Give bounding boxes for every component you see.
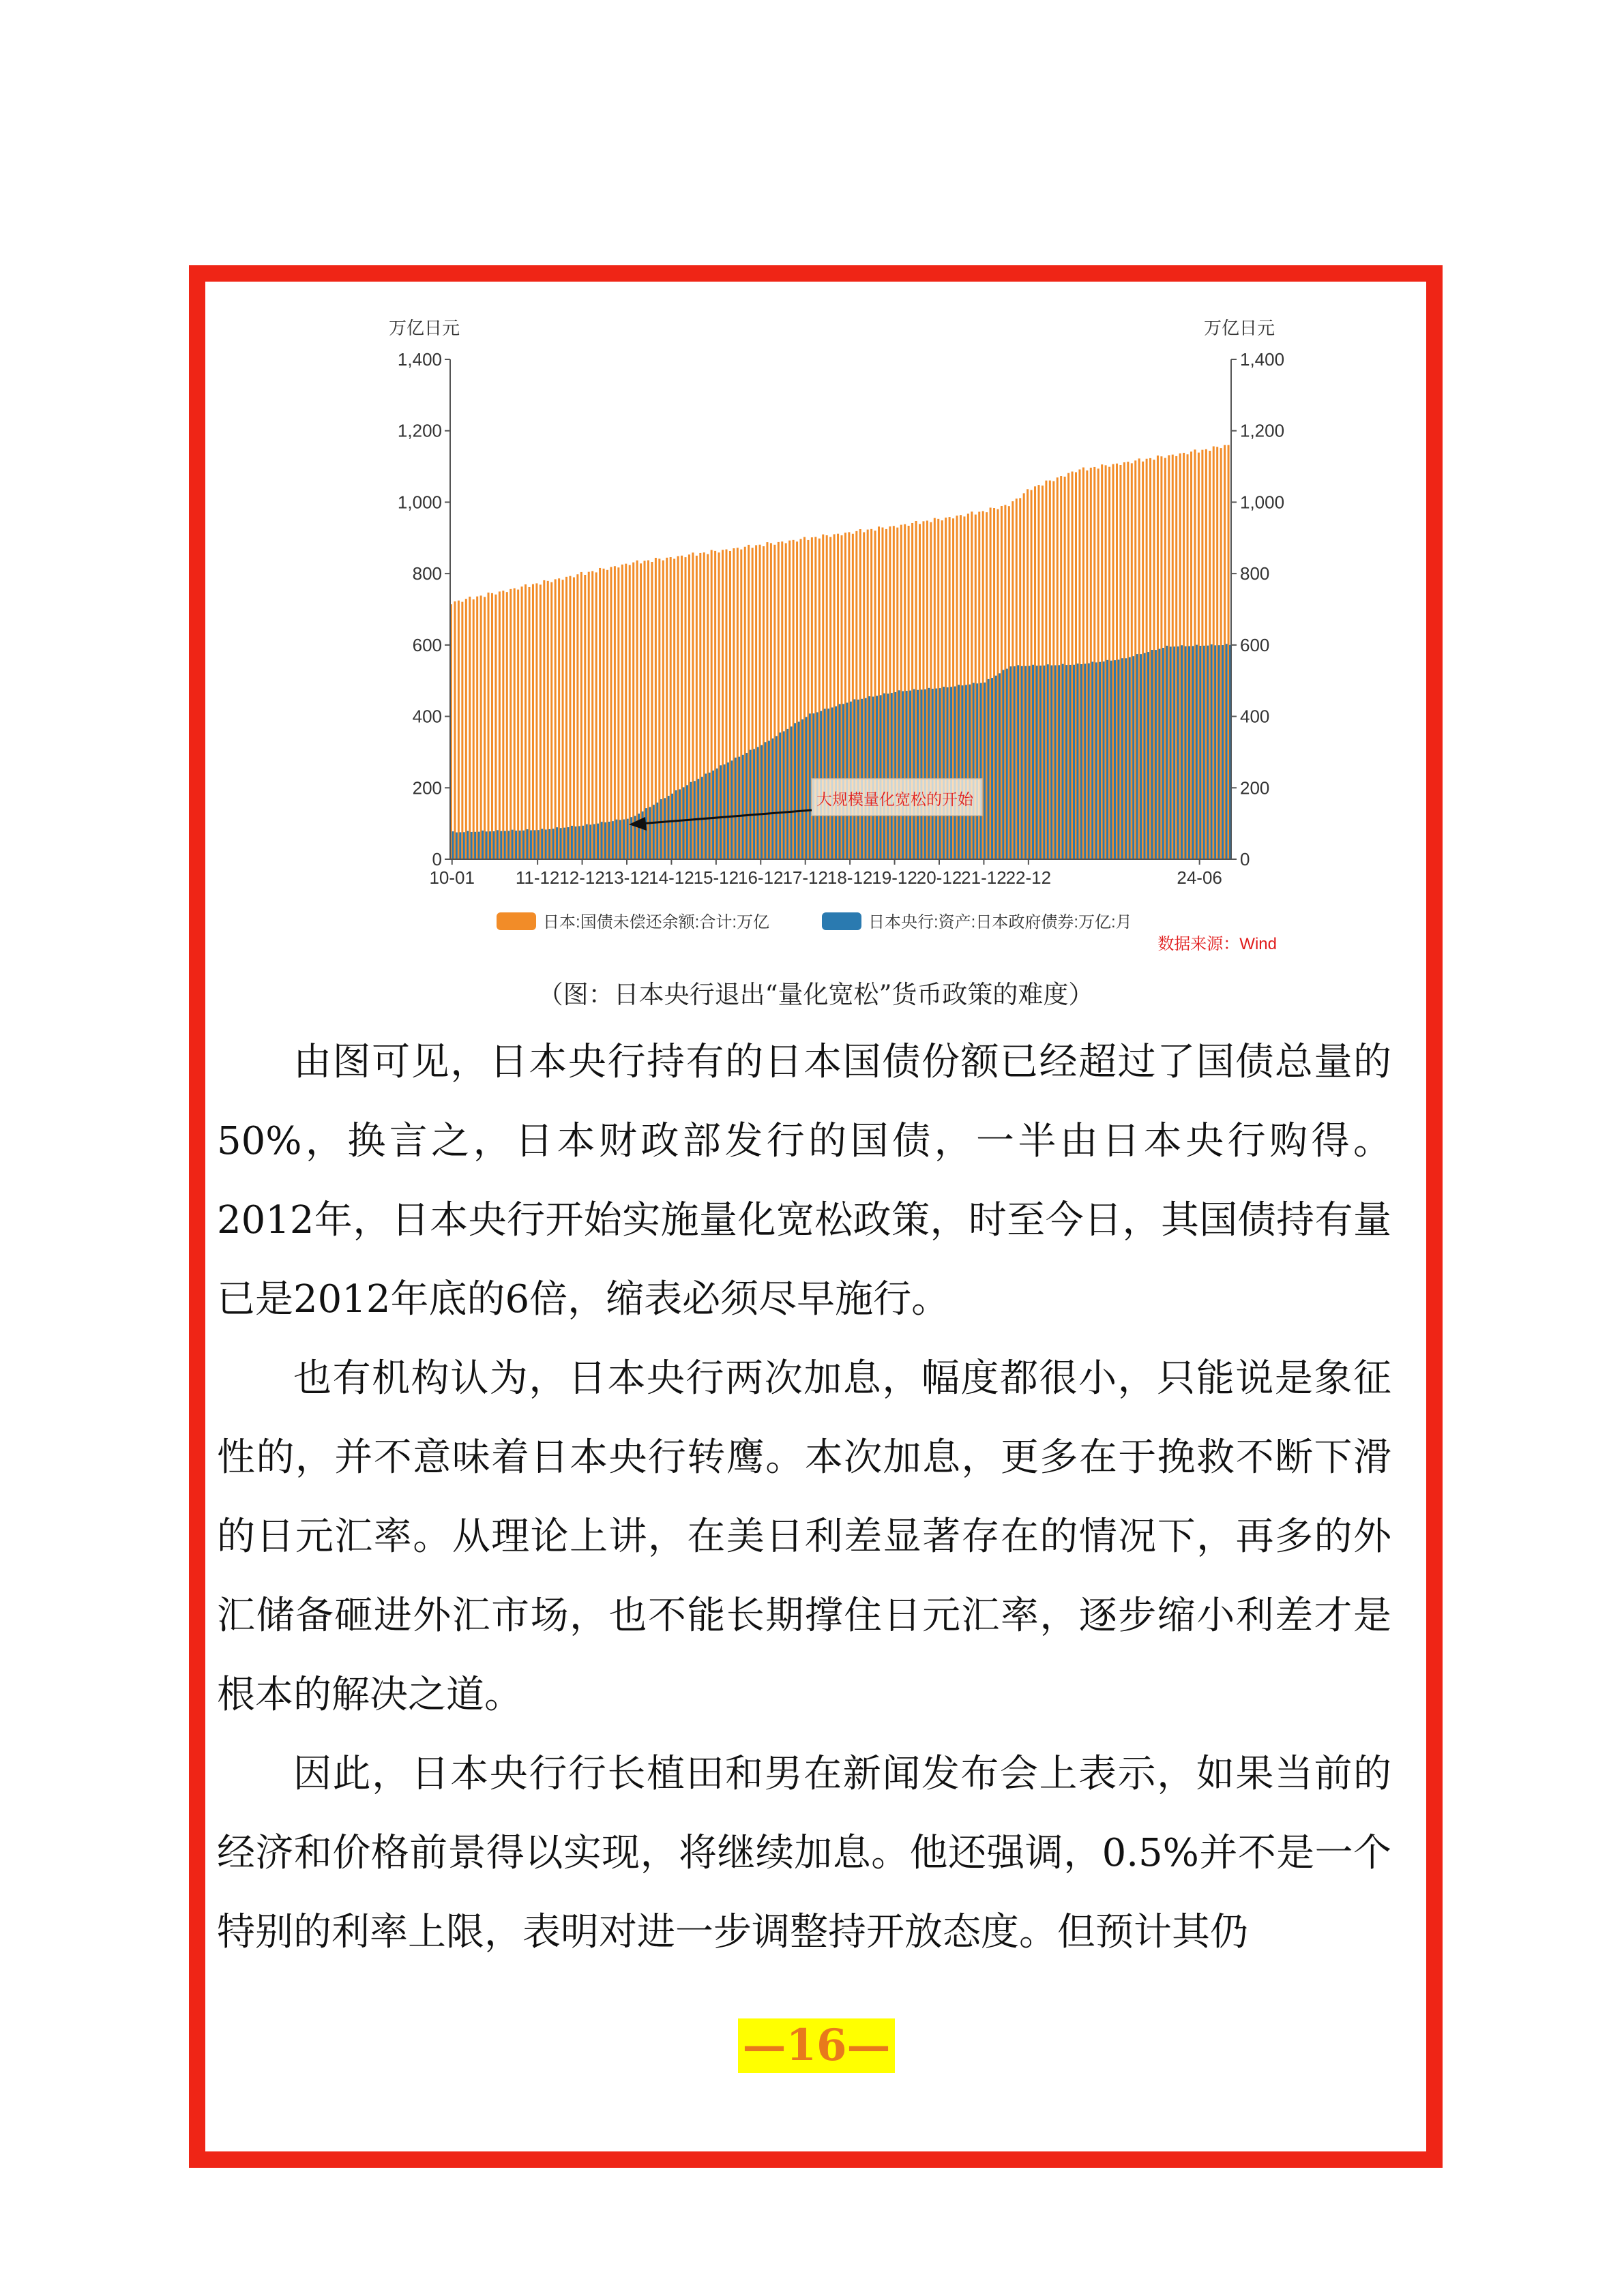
bar-outstanding: [621, 565, 623, 859]
bar-boj-holdings: [660, 799, 662, 859]
bar-boj-holdings: [560, 828, 562, 859]
bar-boj-holdings: [1173, 646, 1175, 859]
bar-outstanding: [517, 590, 519, 859]
bar-boj-holdings: [913, 689, 915, 859]
y-tick-label: 400: [1240, 706, 1270, 727]
bar-boj-holdings: [1065, 665, 1067, 859]
bar-boj-holdings: [586, 824, 588, 859]
x-tick-label: 21-12: [961, 867, 1007, 888]
bar-boj-holdings: [615, 820, 617, 859]
bar-boj-holdings: [742, 755, 744, 859]
bar-boj-holdings: [1006, 669, 1008, 859]
bar-boj-holdings: [1125, 658, 1127, 859]
bar-boj-holdings: [906, 691, 908, 859]
bar-boj-holdings: [1132, 656, 1134, 859]
bar-boj-holdings: [961, 685, 963, 859]
bar-boj-holdings: [1047, 664, 1049, 859]
y-tick-label: 1,000: [1240, 492, 1285, 513]
bar-boj-holdings: [935, 689, 937, 859]
bar-boj-holdings: [1129, 657, 1131, 859]
bar-boj-holdings: [879, 695, 881, 859]
bar-outstanding: [565, 577, 567, 859]
bar-boj-holdings: [1106, 660, 1108, 859]
bar-boj-holdings: [519, 831, 521, 859]
bar-boj-holdings: [452, 831, 454, 859]
x-tick-label: 20-12: [916, 867, 962, 888]
bar-boj-holdings: [1199, 646, 1201, 859]
bar-boj-holdings: [868, 696, 870, 859]
bar-boj-holdings: [917, 690, 919, 859]
bar-boj-holdings: [578, 826, 580, 859]
y-tick-label: 800: [1240, 563, 1270, 584]
bar-boj-holdings: [574, 826, 576, 859]
x-tick-label: 19-12: [872, 867, 917, 888]
bar-outstanding: [535, 583, 537, 859]
bar-boj-holdings: [612, 821, 614, 859]
bar-boj-holdings: [712, 771, 714, 859]
bar-outstanding: [529, 587, 531, 859]
bar-boj-holdings: [1144, 653, 1146, 859]
bar-boj-holdings: [537, 830, 540, 859]
bar-boj-holdings: [1203, 646, 1205, 859]
bar-boj-holdings: [593, 824, 595, 859]
bar-boj-holdings: [1155, 650, 1157, 859]
bar-outstanding: [540, 584, 542, 859]
bar-boj-holdings: [1196, 645, 1198, 859]
y-tick-label: 600: [1240, 634, 1270, 655]
bar-boj-holdings: [589, 824, 591, 859]
bar-boj-holdings: [1192, 646, 1194, 859]
bar-boj-holdings: [753, 749, 755, 859]
y-tick-label: 0: [432, 849, 442, 869]
bar-boj-holdings: [467, 831, 469, 859]
bar-boj-holdings: [530, 831, 532, 859]
bond-chart: [382, 314, 1296, 968]
x-tick-label: 16-12: [738, 867, 784, 888]
bar-boj-holdings: [1158, 649, 1160, 859]
legend-swatch-outstanding: [497, 912, 536, 930]
bar-boj-holdings: [709, 773, 711, 859]
bar-outstanding: [473, 599, 475, 859]
bar-boj-holdings: [1151, 650, 1153, 859]
bar-outstanding: [558, 578, 560, 859]
bar-outstanding: [573, 578, 575, 859]
x-tick-label: 14-12: [649, 867, 694, 888]
bar-outstanding: [543, 580, 545, 859]
bar-boj-holdings: [623, 820, 625, 859]
bar-boj-holdings: [798, 721, 800, 859]
y-tick-label: 1,200: [397, 420, 442, 441]
bar-boj-holdings: [883, 694, 885, 859]
bar-boj-holdings: [1009, 666, 1012, 859]
bar-boj-holdings: [761, 745, 763, 859]
bar-boj-holdings: [556, 827, 558, 859]
bar-boj-holdings: [771, 739, 773, 859]
y-tick-label: 1,400: [1240, 349, 1285, 370]
bar-boj-holdings: [735, 758, 737, 859]
bar-boj-holdings: [1017, 665, 1019, 859]
bar-boj-holdings: [1043, 666, 1045, 859]
bar-boj-holdings: [601, 822, 603, 859]
bar-boj-holdings: [492, 831, 494, 859]
bar-boj-holdings: [541, 829, 543, 860]
bar-boj-holdings: [801, 719, 803, 859]
bar-boj-holdings: [683, 787, 685, 859]
bar-boj-holdings: [512, 830, 514, 859]
legend-swatch-boj: [822, 912, 861, 930]
bar-boj-holdings: [791, 726, 793, 859]
bar-boj-holdings: [920, 689, 922, 859]
bar-boj-holdings: [545, 830, 547, 860]
bar-boj-holdings: [1214, 645, 1216, 859]
bar-outstanding: [502, 591, 504, 859]
bar-boj-holdings: [894, 692, 896, 859]
bar-boj-holdings: [872, 697, 874, 859]
bar-outstanding: [588, 572, 590, 859]
bar-outstanding: [465, 599, 467, 859]
bar-boj-holdings: [720, 765, 722, 859]
right-axis-label: 万亿日元: [1204, 318, 1275, 338]
bar-outstanding: [469, 597, 471, 859]
bar-boj-holdings: [548, 829, 550, 859]
bar-boj-holdings: [1088, 664, 1090, 859]
bar-boj-holdings: [1091, 661, 1093, 859]
bar-boj-holdings: [1181, 645, 1183, 859]
bar-boj-holdings: [1024, 666, 1027, 859]
x-tick-labels: [429, 859, 1222, 888]
bar-boj-holdings: [664, 798, 666, 859]
bar-boj-holdings: [597, 824, 599, 859]
bar-boj-holdings: [999, 673, 1001, 859]
bar-boj-holdings: [1110, 661, 1112, 859]
bar-boj-holdings: [730, 760, 733, 859]
bar-boj-holdings: [1069, 665, 1072, 859]
bar-boj-holdings: [947, 687, 949, 859]
bar-outstanding: [484, 597, 486, 859]
bar-boj-holdings: [745, 753, 748, 859]
bar-boj-holdings: [965, 685, 967, 859]
bar-outstanding: [580, 572, 582, 859]
bar-boj-holdings: [482, 831, 484, 859]
y-tick-label: 800: [412, 563, 442, 584]
bar-boj-holdings: [489, 831, 491, 859]
bar-boj-holdings: [1029, 666, 1031, 859]
bar-boj-holdings: [1062, 664, 1064, 859]
bar-boj-holdings: [1035, 666, 1037, 859]
bar-boj-holdings: [891, 693, 893, 859]
bar-boj-holdings: [909, 691, 911, 859]
paragraph: 因此，日本央行行长植田和男在新闻发布会上表示，如果当前的经济和价格前景得以实现，将继续加息。他还强调，0.5%并不是一个特别的利率上限，表明对进一步调整持开放态度。但预计其仍: [217, 1752, 1391, 1954]
bar-outstanding: [614, 566, 616, 859]
bar-boj-holdings: [478, 832, 480, 859]
bar-boj-holdings: [779, 732, 781, 859]
bar-outstanding: [625, 564, 627, 859]
bar-boj-holdings: [608, 822, 610, 859]
bar-outstanding: [525, 584, 527, 859]
bar-boj-holdings: [1039, 666, 1042, 859]
bar-outstanding: [629, 565, 631, 859]
bar-boj-holdings: [1170, 646, 1172, 859]
bar-boj-holdings: [776, 736, 778, 859]
y-tick-label: 1,200: [1240, 420, 1285, 441]
bar-boj-holdings: [504, 831, 506, 859]
bar-boj-holdings: [973, 683, 975, 859]
bar-boj-holdings: [783, 731, 785, 859]
bar-boj-holdings: [794, 723, 796, 859]
bar-outstanding: [454, 601, 456, 859]
bar-boj-holdings: [902, 691, 904, 859]
bar-boj-holdings: [764, 742, 766, 859]
bar-boj-holdings: [533, 830, 535, 859]
bar-boj-holdings: [567, 827, 569, 859]
bar-boj-holdings: [988, 679, 990, 859]
bar-boj-holdings: [1054, 666, 1057, 859]
bar-boj-holdings: [671, 794, 673, 859]
bar-boj-holdings: [809, 713, 811, 859]
bar-boj-holdings: [1166, 646, 1168, 859]
paragraph: 由图可见，日本央行持有的日本国债份额已经超过了国债总量的50%，换言之，日本财政部发行的国债，一半由日本央行购得。2012年，日本央行开始实施量化宽松政策，时至今日，其国债持有量已是2012年底的6倍，缩表必须尽早施行。: [217, 1040, 1391, 1322]
bar-outstanding: [488, 593, 490, 859]
x-tick-label: 22-12: [1005, 867, 1052, 888]
bar-outstanding: [584, 575, 586, 859]
bar-boj-holdings: [939, 688, 941, 859]
bar-boj-holdings: [1073, 665, 1075, 859]
y-tick-label: 600: [412, 634, 442, 655]
legend-label-outstanding: 日本:国债未偿还余额:合计:万亿: [543, 913, 770, 931]
bar-boj-holdings: [497, 830, 499, 859]
bar-outstanding: [606, 570, 608, 859]
bar-boj-holdings: [1211, 644, 1213, 859]
x-tick-label: 24-06: [1177, 867, 1222, 888]
bar-outstanding: [617, 567, 619, 859]
bar-boj-holdings: [1084, 664, 1086, 859]
y-tick-label: 200: [1240, 777, 1270, 799]
x-tick-label: 18-12: [827, 867, 873, 888]
bar-boj-holdings: [876, 696, 878, 859]
x-tick-label: 13-12: [604, 867, 650, 888]
bar-outstanding: [514, 588, 516, 859]
bar-outstanding: [562, 580, 564, 859]
y-tick-label: 0: [1240, 849, 1250, 869]
bar-boj-holdings: [1002, 670, 1004, 859]
bar-boj-holdings: [522, 831, 525, 859]
bar-boj-holdings: [1032, 665, 1034, 859]
bar-boj-holdings: [928, 688, 930, 859]
bar-boj-holdings: [459, 832, 461, 859]
bar-boj-holdings: [1021, 666, 1023, 859]
bar-boj-holdings: [675, 790, 677, 859]
x-tick-label: 17-12: [782, 867, 828, 888]
bar-boj-holdings: [619, 820, 621, 859]
bar-outstanding: [491, 593, 493, 859]
bar-outstanding: [632, 563, 634, 859]
bar-boj-holdings: [571, 826, 573, 859]
bar-outstanding: [510, 589, 512, 859]
x-tick-label: 10-01: [429, 867, 475, 888]
bar-boj-holdings: [1147, 652, 1149, 859]
bar-outstanding: [555, 579, 557, 859]
bar-outstanding: [550, 582, 552, 859]
bar-outstanding: [458, 601, 460, 859]
figure-caption: （图：日本央行退出“量化宽松”货币政策的难度）: [537, 980, 1094, 1009]
bar-boj-holdings: [679, 789, 681, 859]
bar-boj-holdings: [471, 832, 473, 859]
bar-boj-holdings: [738, 757, 740, 859]
bar-boj-holdings: [1185, 646, 1187, 859]
bar-boj-holdings: [1218, 645, 1220, 859]
bar-boj-holdings: [668, 796, 670, 859]
bar-boj-holdings: [582, 826, 584, 859]
page-number: —16—: [738, 2018, 895, 2073]
bar-boj-holdings: [954, 687, 956, 859]
annotation-text: 大规模量化宽松的开始: [816, 790, 973, 808]
bar-boj-holdings: [898, 690, 900, 859]
bar-boj-holdings: [649, 807, 651, 859]
paragraph: 也有机构认为，日本央行两次加息，幅度都很小，只能说是象征性的，并不意味着日本央行转鹰。本次加息，更多在于挽救不断下滑的日元汇率。从理论上讲，在美日利差显著存在的情况下，再多的外汇储备砸进外汇市场，也不能长期撑住日元汇率，逐步缩小利差才是根本的解决之道。: [217, 1356, 1391, 1717]
bar-outstanding: [603, 569, 605, 859]
bar-boj-holdings: [950, 687, 952, 859]
bar-boj-holdings: [705, 774, 707, 859]
bar-boj-holdings: [486, 831, 488, 859]
bar-boj-holdings: [980, 683, 982, 859]
bar-boj-holdings: [1136, 654, 1138, 859]
bar-outstanding: [547, 581, 549, 859]
bar-boj-holdings: [887, 694, 889, 859]
bar-boj-holdings: [627, 819, 629, 859]
bar-boj-holdings: [924, 689, 926, 859]
y-tick-label: 400: [412, 706, 442, 727]
bar-boj-holdings: [932, 689, 934, 859]
bar-boj-holdings: [991, 678, 993, 859]
chart-source: 数据来源：Wind: [1157, 935, 1277, 953]
article-body: [217, 1023, 1391, 1972]
bar-boj-holdings: [552, 829, 555, 859]
bar-boj-holdings: [969, 685, 971, 859]
bar-boj-holdings: [1099, 662, 1101, 859]
bar-boj-holdings: [1103, 661, 1105, 859]
bar-boj-holdings: [656, 803, 658, 859]
bar-boj-holdings: [750, 750, 752, 859]
bar-boj-holdings: [456, 833, 458, 859]
bar-boj-holdings: [527, 829, 529, 859]
bar-boj-holdings: [1076, 664, 1078, 859]
bar-boj-holdings: [653, 805, 655, 859]
legend-label-boj: 日本央行:资产:日本政府债券:万亿:月: [868, 913, 1132, 931]
bar-boj-holdings: [727, 762, 729, 859]
bar-boj-holdings: [1095, 662, 1097, 859]
bar-boj-holdings: [1050, 666, 1052, 859]
y-tick-label: 1,400: [397, 349, 442, 370]
bar-boj-holdings: [645, 808, 647, 859]
bar-boj-holdings: [604, 822, 606, 859]
bar-boj-holdings: [507, 831, 510, 859]
bar-outstanding: [610, 567, 612, 859]
bar-boj-holdings: [1117, 659, 1119, 859]
bar-boj-holdings: [757, 747, 759, 859]
bar-boj-holdings: [1114, 660, 1116, 859]
x-tick-label: 15-12: [693, 867, 739, 888]
bar-boj-holdings: [1207, 646, 1209, 859]
bar-boj-holdings: [958, 685, 960, 859]
bar-boj-holdings: [1177, 646, 1179, 859]
bar-boj-holdings: [1162, 648, 1164, 859]
bar-boj-holdings: [1058, 665, 1060, 859]
chart-legend: [497, 912, 1132, 931]
y-tick-label: 200: [412, 777, 442, 799]
bar-boj-holdings: [768, 741, 770, 859]
bar-boj-holdings: [463, 832, 465, 859]
bar-outstanding: [595, 572, 597, 859]
bar-boj-holdings: [984, 683, 986, 859]
bar-boj-holdings: [515, 831, 517, 859]
bar-boj-holdings: [995, 676, 997, 859]
bar-outstanding: [591, 571, 593, 859]
bar-boj-holdings: [716, 769, 718, 859]
bar-boj-holdings: [1140, 654, 1142, 859]
bar-boj-holdings: [686, 785, 688, 859]
bar-boj-holdings: [976, 683, 978, 859]
bar-boj-holdings: [563, 828, 565, 859]
bar-outstanding: [461, 602, 463, 859]
bar-boj-holdings: [1080, 664, 1082, 859]
bar-boj-holdings: [500, 831, 502, 859]
bar-boj-holdings: [786, 729, 788, 859]
y-tick-label: 1,000: [397, 492, 442, 513]
bar-outstanding: [532, 584, 534, 859]
bar-outstanding: [476, 597, 478, 859]
bar-boj-holdings: [1226, 644, 1228, 859]
x-tick-label: 11-12: [515, 867, 560, 888]
bar-boj-holdings: [805, 717, 807, 859]
bar-outstanding: [499, 591, 501, 859]
bar-outstanding: [494, 595, 497, 859]
bar-boj-holdings: [723, 764, 725, 859]
bar-outstanding: [506, 592, 508, 859]
bar-boj-holdings: [1188, 646, 1190, 859]
bar-boj-holdings: [1222, 645, 1224, 859]
left-axis-label: 万亿日元: [389, 318, 460, 338]
bar-boj-holdings: [943, 687, 945, 859]
bar-outstanding: [521, 586, 523, 859]
bar-boj-holdings: [1014, 666, 1016, 859]
bar-outstanding: [599, 568, 601, 859]
bar-outstanding: [576, 574, 578, 859]
bar-boj-holdings: [474, 832, 476, 859]
bar-outstanding: [569, 576, 571, 859]
x-tick-label: 12-12: [559, 867, 605, 888]
bar-boj-holdings: [1121, 658, 1123, 859]
bar-outstanding: [480, 595, 482, 859]
